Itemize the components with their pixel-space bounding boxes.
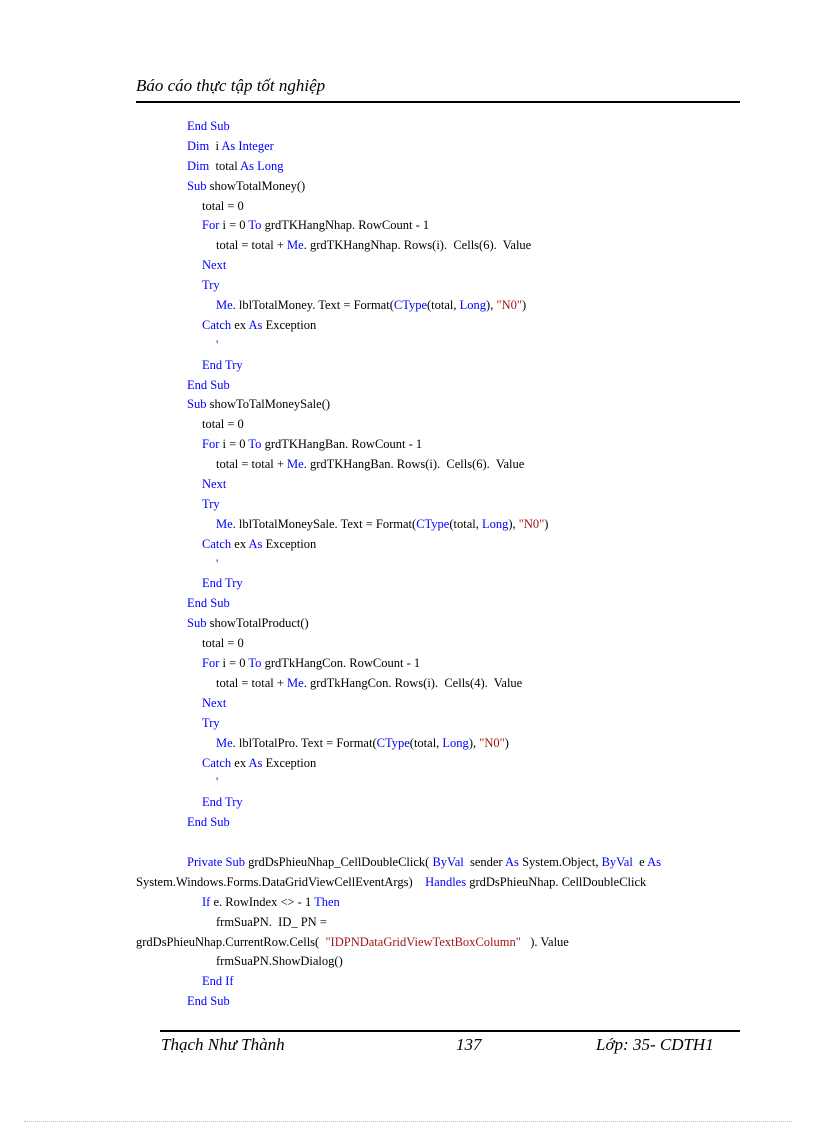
code-line [136, 654, 736, 674]
code-text: System.Windows.Forms.DataGridViewCellEventArgs) [136, 874, 426, 889]
code-keyword: Catch [202, 536, 232, 551]
code-line [136, 236, 736, 256]
code-keyword: Try [202, 278, 220, 293]
code-keyword: If [202, 894, 211, 909]
code-keyword: Private Sub [187, 854, 245, 869]
code-keyword: End If [202, 974, 234, 989]
code-keyword: ' [216, 337, 219, 352]
code-keyword: Me [216, 516, 233, 531]
code-string: "N0" [479, 735, 505, 750]
code-line [136, 734, 736, 754]
code-text: grdDsPhieuNhap. CellDoubleClick [466, 874, 647, 889]
code-text: total [209, 158, 241, 173]
code-line [136, 475, 736, 495]
code-line [136, 694, 736, 714]
code-text: ex [231, 536, 249, 551]
code-line [136, 813, 736, 833]
code-text: ex [231, 317, 249, 332]
code-text: showTotalProduct() [206, 616, 309, 631]
code-keyword: Then [314, 894, 340, 909]
code-line [136, 256, 736, 276]
code-text: grdTkHangCon. RowCount - 1 [261, 656, 421, 671]
code-listing [136, 117, 736, 1012]
code-text: ex [231, 755, 249, 770]
code-text: total = 0 [202, 417, 244, 432]
code-keyword: End Sub [187, 596, 230, 611]
code-text: i = 0 [219, 437, 249, 452]
code-string: "IDPNDataGridViewTextBoxColumn" [325, 934, 521, 949]
code-line [136, 395, 736, 415]
code-text: showTotalMoney() [206, 178, 306, 193]
page-edge-divider [24, 1121, 792, 1122]
code-keyword: Dim [187, 138, 210, 153]
code-text: . lblTotalPro. Text = Format( [232, 735, 377, 750]
code-text: ), [468, 735, 480, 750]
code-text: frmSuaPN.ShowDialog() [216, 954, 343, 969]
code-line [136, 197, 736, 217]
code-text: total = total + [216, 675, 288, 690]
code-keyword: End Sub [187, 119, 230, 133]
code-line [136, 356, 736, 376]
code-line [136, 992, 736, 1012]
code-text: i = 0 [219, 656, 249, 671]
code-text: Exception [262, 755, 317, 770]
code-keyword: Me [287, 675, 304, 690]
footer-class: Lớp: 35- CDTH1 [596, 1035, 714, 1054]
code-text: i = 0 [219, 218, 249, 233]
code-text: System.Object, [518, 854, 602, 869]
code-line [136, 853, 736, 873]
code-line [136, 435, 736, 455]
code-text: ), [486, 298, 497, 313]
code-text: sender [463, 854, 506, 869]
code-keyword: CType [393, 298, 428, 313]
code-keyword: For [202, 656, 220, 671]
code-text: grdTKHangNhap. RowCount - 1 [261, 218, 430, 233]
code-text: total = total + [216, 457, 288, 472]
code-keyword: ByVal [432, 854, 464, 869]
code-keyword: Dim [187, 158, 210, 173]
code-keyword: As [505, 854, 519, 869]
code-line [136, 893, 736, 913]
footer-author: Thạch Như Thành [161, 1035, 285, 1054]
code-keyword: Next [202, 258, 227, 273]
code-keyword: Try [202, 715, 220, 730]
code-text: (total, [427, 298, 460, 313]
code-line [136, 157, 736, 177]
code-keyword: For [202, 437, 220, 452]
code-line [136, 793, 736, 813]
code-text: total = total + [216, 238, 288, 253]
code-keyword: As [248, 317, 263, 332]
code-line [136, 177, 736, 197]
code-keyword: Catch [202, 755, 232, 770]
code-line [136, 276, 736, 296]
code-text: grdTKHangBan. RowCount - 1 [261, 437, 423, 452]
code-line [136, 634, 736, 654]
code-keyword: End Sub [187, 994, 230, 1009]
code-text: (total, [449, 516, 482, 531]
code-line [136, 316, 736, 336]
code-keyword: End Sub [187, 815, 230, 830]
code-text: ) [544, 516, 549, 531]
code-line [136, 933, 736, 953]
footer-divider [160, 1030, 740, 1032]
code-line [136, 515, 736, 535]
code-keyword: ' [216, 775, 219, 790]
code-line [136, 574, 736, 594]
code-keyword: To [248, 218, 262, 233]
code-line [136, 674, 736, 694]
code-keyword: Next [202, 477, 227, 492]
code-line [136, 873, 736, 893]
code-line [136, 555, 736, 575]
code-keyword: CType [376, 735, 410, 750]
code-text: . lblTotalMoney. Text = Format( [232, 298, 394, 313]
code-text: grdDsPhieuNhap_CellDoubleClick( [244, 854, 433, 869]
code-line [136, 296, 736, 316]
code-text: . grdTKHangNhap. Rows(i). Cells(6). Value [303, 238, 532, 253]
code-keyword: As [647, 854, 661, 869]
code-keyword: ByVal [601, 854, 633, 869]
code-string: "N0" [496, 298, 522, 313]
code-line [136, 714, 736, 734]
code-text: i [209, 138, 222, 153]
code-line [136, 913, 736, 933]
code-text: total = 0 [202, 198, 244, 213]
code-text: ) [504, 735, 509, 750]
code-text: ), [508, 516, 519, 531]
code-keyword: Sub [187, 178, 207, 193]
code-text: grdDsPhieuNhap.CurrentRow.Cells( [136, 934, 326, 949]
code-keyword: To [248, 656, 262, 671]
code-line [136, 535, 736, 555]
code-line [136, 137, 736, 157]
code-keyword: ' [216, 556, 219, 571]
code-keyword: Long [481, 516, 509, 531]
code-keyword: Catch [202, 317, 232, 332]
code-text: . grdTKHangBan. Rows(i). Cells(6). Value [303, 457, 525, 472]
header-divider [136, 101, 740, 103]
page-header-title: Báo cáo thực tập tốt nghiệp [136, 76, 326, 95]
code-keyword: CType [416, 516, 450, 531]
code-line [136, 455, 736, 475]
code-text: . grdTkHangCon. Rows(i). Cells(4). Value [303, 675, 523, 690]
code-line [136, 117, 736, 137]
code-text: e [632, 854, 648, 869]
footer-page-number: 137 [456, 1035, 482, 1054]
code-keyword: Next [202, 695, 227, 710]
code-line [136, 495, 736, 515]
code-text: Exception [262, 536, 317, 551]
code-text: Exception [262, 317, 317, 332]
code-text: total = 0 [202, 636, 244, 651]
code-line [136, 614, 736, 634]
code-line [136, 952, 736, 972]
code-text: . lblTotalMoneySale. Text = Format( [232, 516, 417, 531]
code-line [136, 754, 736, 774]
code-keyword: Sub [187, 397, 207, 412]
code-keyword: As [248, 536, 263, 551]
code-keyword: Sub [187, 616, 207, 631]
code-keyword: As [248, 755, 263, 770]
code-text: frmSuaPN. ID_ PN = [216, 914, 327, 929]
code-keyword: For [202, 218, 220, 233]
code-keyword: End Try [202, 795, 243, 810]
code-keyword: Long [459, 298, 487, 313]
code-text: e. RowIndex <> - 1 [210, 894, 315, 909]
code-keyword: End Try [202, 576, 243, 591]
code-text: showToTalMoneySale() [206, 397, 331, 412]
code-line [136, 773, 736, 793]
code-keyword: End Sub [187, 377, 230, 392]
code-keyword: Try [202, 496, 220, 511]
code-keyword: As Long [240, 158, 284, 173]
code-keyword: Handles [425, 874, 467, 889]
code-keyword: Me [287, 457, 304, 472]
code-text: ). Value [520, 934, 569, 949]
code-line [136, 216, 736, 236]
code-line [136, 415, 736, 435]
code-line [136, 833, 736, 853]
code-line [136, 972, 736, 992]
code-keyword: Me [216, 735, 233, 750]
code-text: ) [521, 298, 527, 313]
code-keyword: As Integer [221, 138, 274, 153]
code-text: (total, [409, 735, 443, 750]
code-keyword: End Try [202, 357, 243, 372]
code-line [136, 336, 736, 356]
code-keyword: To [248, 437, 262, 452]
code-string: "N0" [518, 516, 545, 531]
code-line [136, 594, 736, 614]
code-keyword: Long [442, 735, 469, 750]
code-line [136, 376, 736, 396]
code-keyword: Me [287, 238, 304, 253]
code-keyword: Me [216, 298, 233, 313]
